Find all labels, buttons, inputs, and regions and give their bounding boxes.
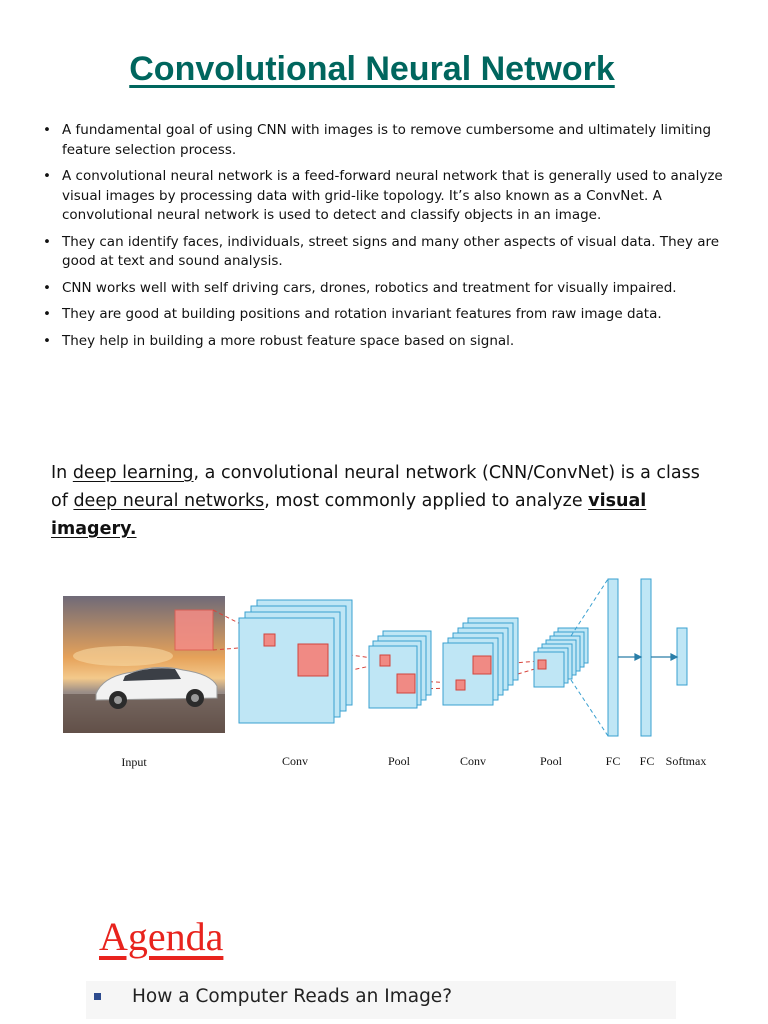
definition-paragraph xyxy=(51,459,711,543)
pool1-filter xyxy=(380,655,390,666)
conv1-feature-maps xyxy=(239,600,352,723)
diagram-label: Conv xyxy=(281,754,309,768)
diagram-label: FC xyxy=(639,754,655,768)
pool1-window xyxy=(397,674,415,693)
paragraph-prefix: In xyxy=(51,463,73,483)
bullet-dot-icon: • xyxy=(43,122,51,138)
bullet-dot-icon: • xyxy=(43,168,51,184)
diagram-label: FC xyxy=(605,754,621,768)
bullet-dot-icon: • xyxy=(43,306,51,322)
fc2-layer xyxy=(641,579,651,736)
agenda-item-text: How a Computer Reads an Image? xyxy=(132,986,453,1007)
conv1-filter xyxy=(264,634,275,646)
pool2-filter xyxy=(538,660,546,669)
pool1-feature-maps xyxy=(369,631,431,708)
cnn-architecture-diagram xyxy=(63,576,707,771)
deep-learning-link[interactable]: deep learning xyxy=(72,463,194,483)
bullet-text: They can identify faces, individuals, street signs and many other aspects of visual data. They are good at text and sound analysis. xyxy=(62,233,720,269)
conv2-pool-window xyxy=(473,656,491,674)
paragraph-middle-1: , a convolutional neural network (CNN/ConvNet) is a class of xyxy=(51,463,700,511)
diagram-label: Input xyxy=(121,755,147,769)
diagram-label: Pool xyxy=(539,754,563,768)
input-receptive-field xyxy=(175,610,213,650)
agenda-item xyxy=(86,981,676,1019)
square-bullet-icon xyxy=(94,993,101,1000)
agenda-heading: Agenda xyxy=(99,914,224,959)
diagram-label: Softmax xyxy=(665,754,707,768)
visual-imagery-text: visual imagery. xyxy=(51,491,647,539)
bullet-item xyxy=(40,233,740,272)
diagram-label: Conv xyxy=(459,754,487,768)
page-title: Convolutional Neural Network xyxy=(129,50,615,88)
bullet-item xyxy=(40,167,740,226)
bullet-item xyxy=(40,332,740,352)
bullet-item xyxy=(40,305,740,325)
bullet-item xyxy=(40,121,740,160)
bullet-text: A fundamental goal of using CNN with images is to remove cumbersome and ultimately limiting feature selection process. xyxy=(62,122,712,158)
bullet-item xyxy=(40,279,740,299)
fc1-layer xyxy=(608,579,618,736)
bullet-text: They help in building a more robust feature space based on signal. xyxy=(62,332,515,349)
bullet-dot-icon: • xyxy=(43,332,51,349)
bullet-text: CNN works well with self driving cars, drones, robotics and treatment for visually impaired. xyxy=(62,279,677,296)
bullet-dot-icon: • xyxy=(43,279,51,296)
bullet-dot-icon: • xyxy=(43,233,51,250)
conv1-pool-window xyxy=(298,644,328,676)
pool2-feature-maps xyxy=(534,628,588,687)
deep-neural-networks-link[interactable]: deep neural networks xyxy=(73,491,265,511)
bullet-list xyxy=(40,121,740,358)
conv2-filter xyxy=(456,680,465,690)
bullet-text: A convolutional neural network is a feed-forward neural network that is generally used to analyze visual images by processing data with grid-like topology. It’s also known as a ConvNet. A convolutional neural network is used to detect and classify objects in an image. xyxy=(62,168,723,223)
diagram-label: Pool xyxy=(387,754,411,768)
softmax-layer xyxy=(677,628,687,685)
paragraph-middle-2: , most commonly applied to analyze xyxy=(264,491,589,511)
bullet-text: They are good at building positions and rotation invariant features from raw image data. xyxy=(62,306,662,322)
